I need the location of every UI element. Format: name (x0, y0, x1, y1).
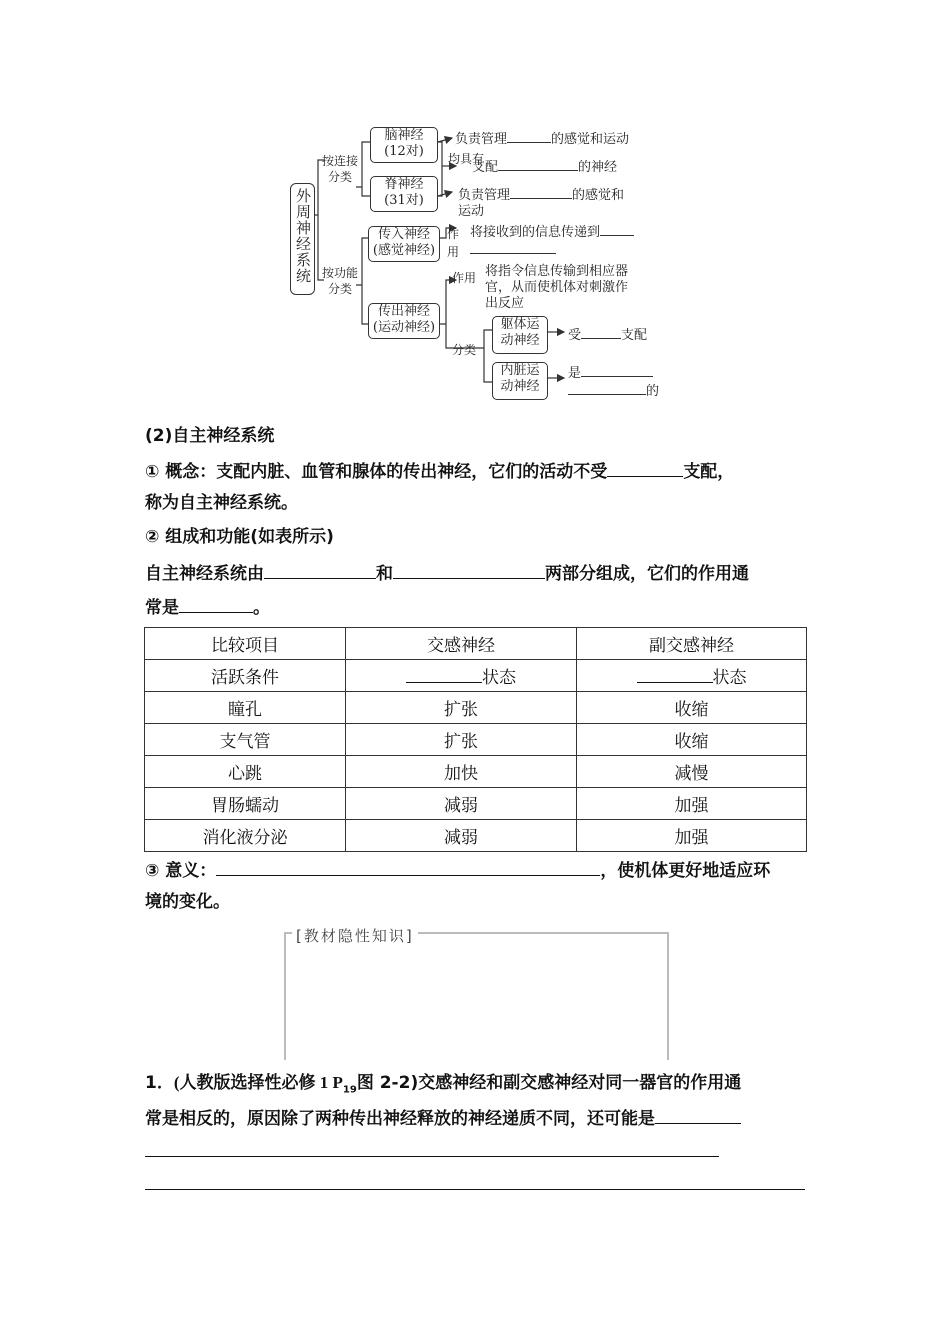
by-function-text: 按功能分类 (322, 266, 359, 296)
visceral-blank-2[interactable] (568, 382, 646, 395)
efferent-label: 传出神经 (377, 304, 430, 319)
somatic-desc-post: 支配 (621, 328, 648, 343)
brain-desc-pre: 负责管理 (455, 132, 508, 147)
significance-pre: ③ 意义： (145, 861, 217, 881)
somatic-blank[interactable] (581, 326, 621, 339)
significance-line2-text: 境的变化。 (145, 892, 230, 912)
both-desc (472, 158, 617, 176)
afferent-sub: (感觉神经) (372, 243, 436, 258)
efferent-desc-2: 官，从而使机体对刺激作 (485, 280, 629, 295)
table-header: 交感神经 (346, 628, 577, 660)
question-line2 (145, 1105, 810, 1131)
brain-desc (455, 130, 629, 148)
root-box (290, 183, 315, 295)
both-desc-post: 的神经 (578, 160, 618, 175)
hidden-knowledge-title-text: 教材隐性知识 (303, 927, 406, 945)
composition-and: 和 (376, 564, 393, 584)
efferent-desc-3: 出反应 (485, 296, 525, 311)
root-label: 外周神经系统 (294, 188, 312, 284)
afferent-label: 传入神经 (377, 227, 430, 242)
visceral-label-2: 动神经 (500, 379, 540, 394)
question-source-sub: 19 (342, 1084, 357, 1096)
question-line1 (145, 1071, 810, 1102)
both-have-text: 均具有 (448, 152, 485, 166)
both-desc-pre: 支配 (472, 160, 499, 175)
table-header-row (145, 628, 807, 660)
by-function-label (322, 265, 358, 297)
afferent-function-2: 用 (447, 245, 460, 259)
significance-line (145, 857, 810, 883)
comparison-table (144, 627, 807, 852)
table-cell: 加强 (577, 788, 807, 820)
brain-blank[interactable] (507, 130, 551, 143)
table-cell-text: 状态 (712, 668, 747, 688)
section-heading (145, 424, 810, 448)
question-source-pre: (人教版选择性必修 1 P (173, 1073, 343, 1092)
efferent-sub: (运动神经) (372, 320, 436, 335)
afferent-function-label (447, 225, 461, 261)
spinal-desc-post: 的感觉和 (572, 188, 625, 203)
somatic-desc-pre: 受 (568, 328, 582, 343)
significance-blank[interactable] (216, 857, 600, 876)
spinal-desc (458, 186, 624, 220)
visceral-desc (568, 364, 659, 400)
question-text-line2: 常是相反的，原因除了两种传出神经释放的神经递质不同，还可能是 (145, 1109, 655, 1129)
by-connection-text: 按连接分类 (322, 154, 359, 184)
table-row (145, 756, 807, 788)
efferent-desc-1: 将指令信息传输到相应器 (485, 264, 629, 279)
afferent-function-1: 作 (447, 227, 460, 241)
section-heading-text: (2)自主神经系统 (145, 426, 275, 446)
somatic-label-2: 动神经 (500, 333, 540, 348)
afferent-blank-2[interactable] (470, 241, 556, 254)
visceral-blank-1[interactable] (581, 364, 653, 377)
table-cell: 减弱 (346, 788, 577, 820)
both-blank[interactable] (498, 158, 578, 171)
classify-text: 分类 (452, 343, 477, 357)
table-row (145, 788, 807, 820)
composition-heading-text: ② 组成和功能(如表所示) (145, 527, 334, 547)
efferent-function-label (452, 270, 476, 286)
composition-blank-1[interactable] (264, 560, 376, 579)
composition-line (145, 560, 810, 586)
spinal-nerve-count: (31对) (384, 193, 424, 208)
table-cell: 扩张 (346, 724, 577, 756)
table-cell: 瞳孔 (145, 692, 346, 724)
table-row (145, 724, 807, 756)
parasympathetic-state-blank[interactable] (637, 666, 713, 683)
answer-blank-1[interactable] (655, 1105, 741, 1124)
concept-pre: ① 概念：支配内脏、血管和腺体的传出神经，它们的活动不受 (145, 462, 608, 482)
table-row (145, 820, 807, 852)
visceral-desc-post: 的 (646, 384, 660, 399)
table-cell: 活跃条件 (145, 660, 346, 692)
table-cell: 胃肠蠕动 (145, 788, 346, 820)
spinal-blank[interactable] (510, 186, 572, 199)
concept-line (145, 458, 810, 484)
spinal-desc-line2: 运动 (458, 204, 485, 219)
table-row (145, 692, 807, 724)
table-cell: 减慢 (577, 756, 807, 788)
table-cell: 加快 (346, 756, 577, 788)
concept-line2 (145, 491, 810, 515)
table-cell (577, 660, 807, 692)
concept-post: 支配， (683, 462, 735, 482)
table-row (145, 660, 807, 692)
concept-line2-text: 称为自主神经系统。 (145, 493, 298, 513)
sympathetic-state-blank[interactable] (406, 666, 482, 683)
composition-line2-post: 。 (253, 598, 270, 618)
question-source-post: 图 2-2) (356, 1073, 419, 1093)
visceral-label-1: 内脏运 (500, 363, 540, 378)
answer-line-2[interactable] (145, 1156, 719, 1157)
table-cell: 收缩 (577, 724, 807, 756)
table-cell: 扩张 (346, 692, 577, 724)
answer-line-3[interactable] (145, 1189, 805, 1190)
composition-blank-3[interactable] (179, 594, 253, 613)
somatic-label-1: 躯体运 (500, 317, 540, 332)
by-connection-label (322, 153, 358, 185)
afferent-desc-text: 将接收到的信息传递到 (470, 225, 601, 240)
significance-post: ，使机体更好地适应环 (600, 861, 771, 881)
composition-post: 两部分组成，它们的作用通 (545, 564, 749, 584)
visceral-box (492, 362, 548, 400)
efferent-box (368, 303, 440, 339)
composition-line2-pre: 常是 (145, 598, 179, 618)
table-cell: 心跳 (145, 756, 346, 788)
table-cell: 加强 (577, 820, 807, 852)
question-text-line1: 交感神经和副交感神经对同一器官的作用通 (418, 1073, 742, 1093)
table-header: 副交感神经 (577, 628, 807, 660)
somatic-desc (568, 326, 647, 344)
classify-label (452, 342, 476, 358)
somatic-box (492, 316, 548, 354)
efferent-function-text: 作用 (452, 271, 477, 285)
composition-pre: 自主神经系统由 (145, 564, 264, 584)
spinal-nerve-label: 脊神经 (384, 177, 424, 192)
afferent-desc (470, 223, 634, 259)
composition-line2 (145, 594, 810, 620)
table-cell: 收缩 (577, 692, 807, 724)
composition-heading (145, 525, 810, 549)
visceral-desc-pre: 是 (568, 366, 582, 381)
table-cell-text: 状态 (482, 668, 516, 688)
brain-desc-post: 的感觉和运动 (551, 132, 630, 147)
brain-nerve-count: (12对) (384, 144, 424, 159)
afferent-box (368, 226, 440, 262)
table-cell: 消化液分泌 (145, 820, 346, 852)
hidden-knowledge-title: [教材隐性知识] (292, 925, 418, 946)
table-cell (346, 660, 577, 692)
afferent-blank-1[interactable] (600, 223, 634, 236)
brain-nerve-box (370, 127, 438, 163)
significance-line2 (145, 890, 810, 914)
table-cell: 支气管 (145, 724, 346, 756)
hidden-knowledge-box (284, 932, 669, 1060)
efferent-desc (485, 264, 628, 312)
composition-blank-2[interactable] (393, 560, 545, 579)
spinal-nerve-box (370, 176, 438, 212)
table-cell: 减弱 (346, 820, 577, 852)
concept-blank[interactable] (607, 458, 683, 477)
brain-nerve-label: 脑神经 (384, 128, 424, 143)
question-number: 1． (145, 1073, 174, 1093)
spinal-desc-pre: 负责管理 (458, 188, 511, 203)
table-header: 比较项目 (145, 628, 346, 660)
